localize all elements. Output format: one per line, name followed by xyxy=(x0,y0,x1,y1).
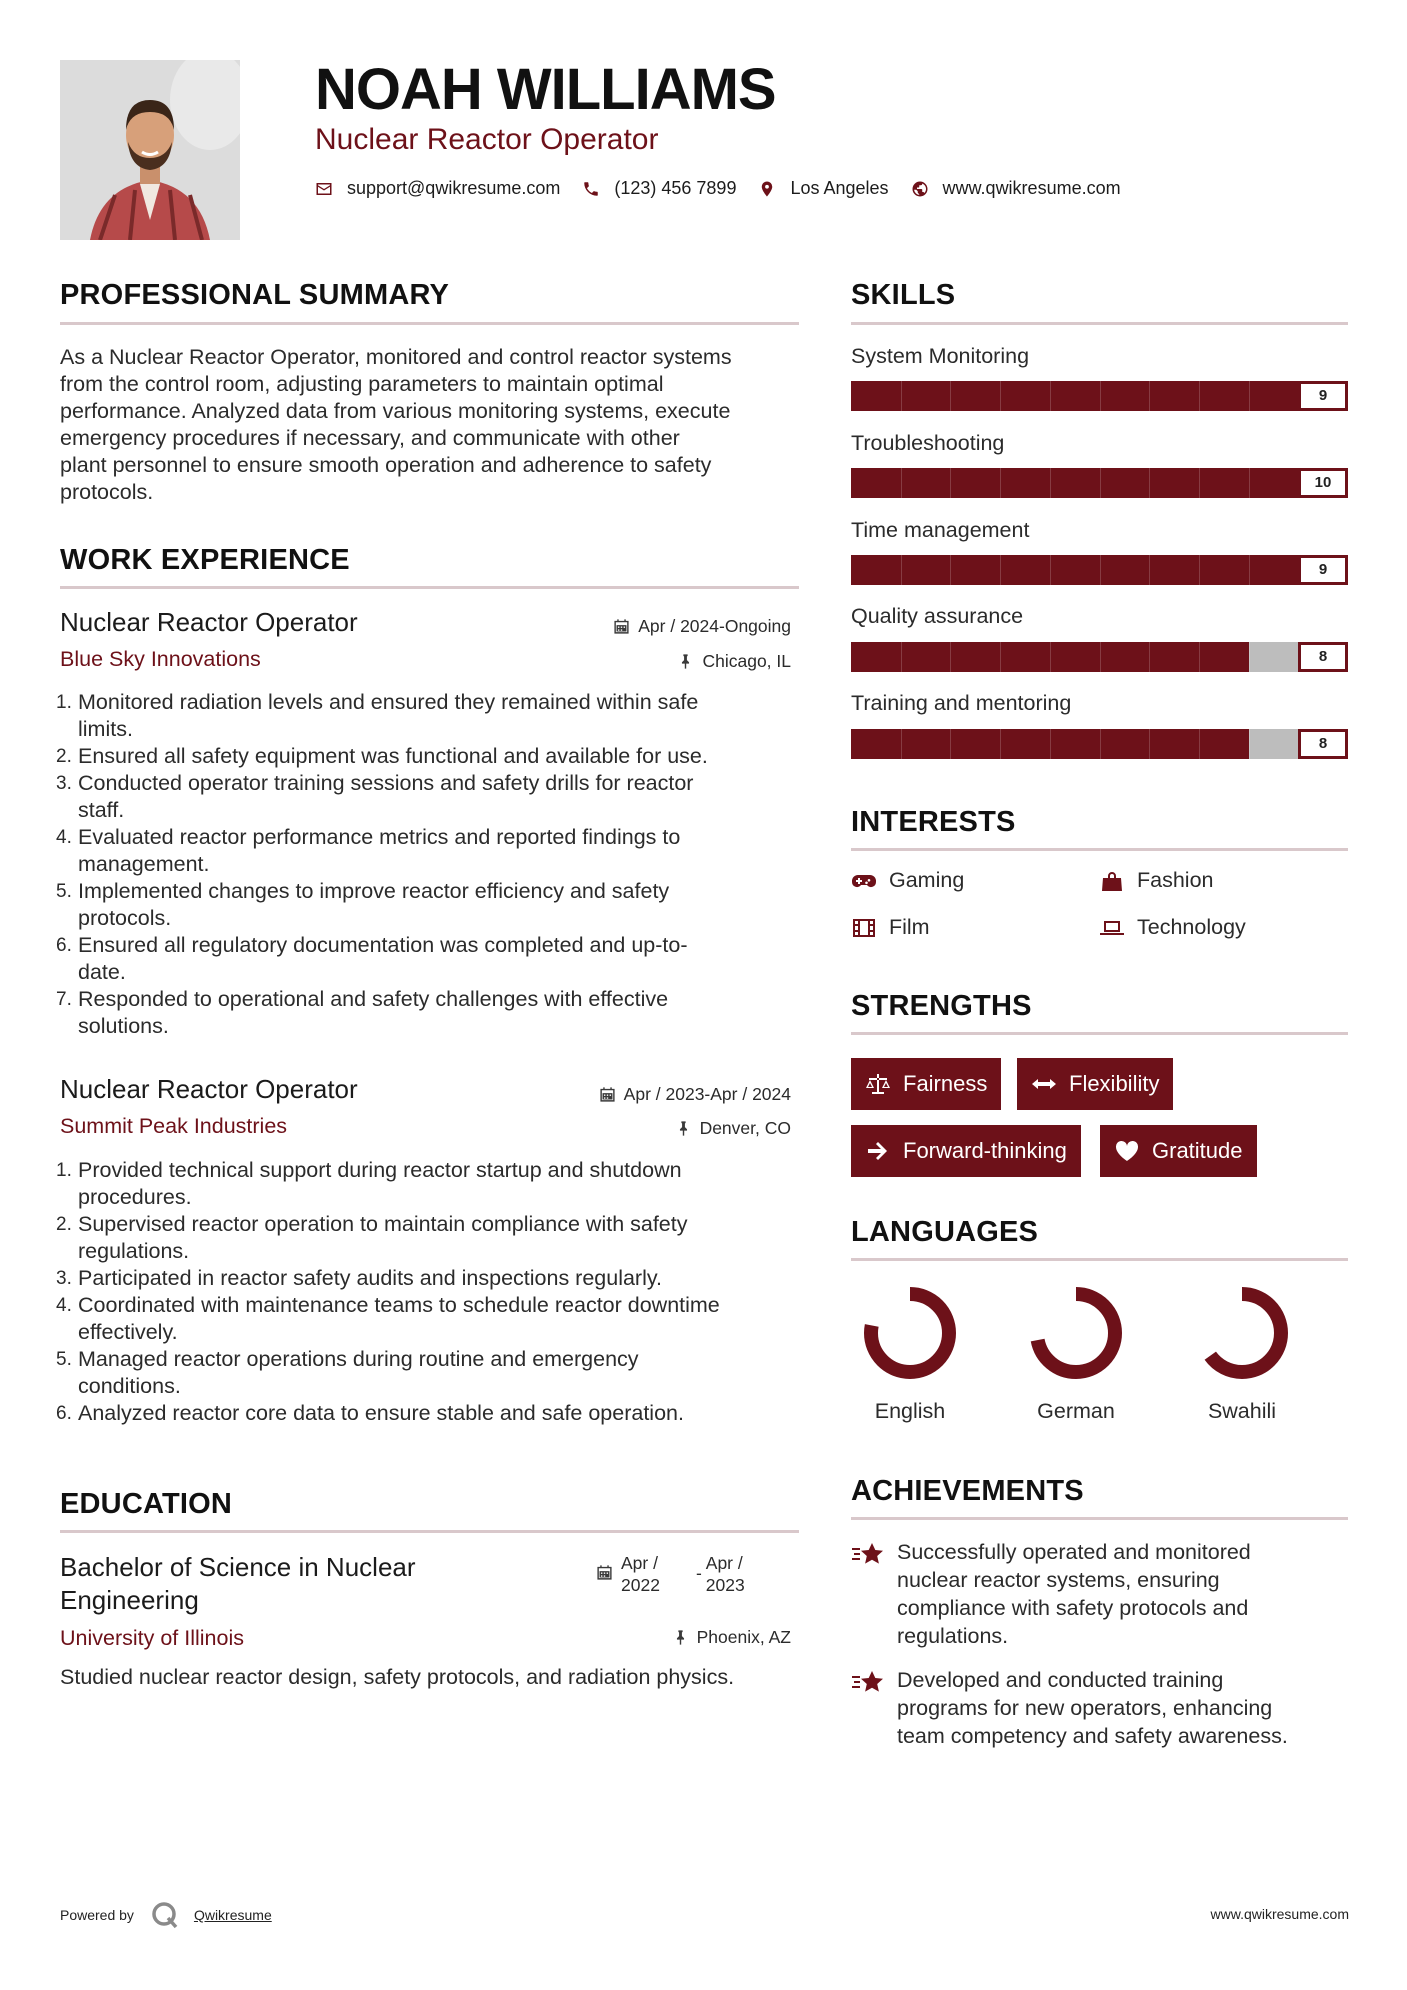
edu-start: Apr / 2022 xyxy=(621,1553,660,1595)
calendar-icon xyxy=(596,1564,613,1581)
skill-segment-divider xyxy=(1199,729,1200,759)
job-duties-list xyxy=(60,1157,795,1427)
pushpin-icon xyxy=(675,1120,692,1137)
language-ring xyxy=(862,1285,958,1381)
strength-badge xyxy=(851,1058,1001,1110)
skill-segment-divider xyxy=(950,555,951,585)
qwikresume-logo-icon xyxy=(150,1900,180,1930)
skill-segment-divider xyxy=(1050,642,1051,672)
skill-segment-divider xyxy=(901,642,902,672)
work-title: WORK EXPERIENCE xyxy=(60,544,350,576)
contact-email[interactable] xyxy=(315,178,560,199)
skill-segment-divider xyxy=(1000,642,1001,672)
job-title: Nuclear Reactor Operator xyxy=(60,607,358,637)
skill-score: 8 xyxy=(1298,729,1348,759)
skill-label: Training and mentoring xyxy=(851,691,1072,715)
job-location-text: Chicago, IL xyxy=(702,651,791,671)
summary-line: plant personnel to ensure smooth operation and adherence to safety xyxy=(60,453,712,477)
brand-link[interactable]: Qwikresume xyxy=(193,1907,272,1923)
skill-segment-divider xyxy=(1100,468,1101,498)
skill-label: Time management xyxy=(851,518,1030,542)
skill-segment-divider xyxy=(1249,642,1250,672)
skill-label: Troubleshooting xyxy=(851,431,1005,455)
list-item: Participated in reactor safety audits and inspections regularly. xyxy=(78,1266,662,1290)
email-text: support@qwikresume.com xyxy=(347,178,561,198)
skill-segment-divider xyxy=(1199,555,1200,585)
interests-title: INTERESTS xyxy=(851,806,1016,838)
job-duties-list xyxy=(60,689,795,1040)
edu-end: Apr / 2023 xyxy=(705,1553,745,1595)
skill-segment-divider xyxy=(1249,468,1250,498)
skill-segment-divider xyxy=(1149,468,1150,498)
list-item: Ensured all safety equipment was functional and available for use. xyxy=(78,744,708,768)
contact-row xyxy=(315,178,1143,199)
skill-fill xyxy=(851,381,1298,411)
summary-line: performance. Analyzed data from various monitoring systems, execute xyxy=(60,399,731,423)
arrows-horizontal-icon xyxy=(1031,1071,1057,1097)
skill-bar xyxy=(851,555,1348,585)
skill-segment-divider xyxy=(1149,381,1150,411)
interest-label: Film xyxy=(889,915,930,939)
summary-line: As a Nuclear Reactor Operator, monitored and control reactor systems xyxy=(60,345,732,369)
achievements-rule xyxy=(851,1517,1348,1520)
summary-line: protocols. xyxy=(60,480,154,504)
interest-item xyxy=(1099,868,1214,893)
contact-website[interactable] xyxy=(911,178,1121,199)
skill-score: 8 xyxy=(1298,642,1348,672)
language-item xyxy=(1021,1285,1131,1424)
achievement-item xyxy=(851,1666,1351,1750)
language-label: German xyxy=(1037,1399,1115,1423)
skill-score: 9 xyxy=(1298,555,1348,585)
contact-phone[interactable] xyxy=(582,178,736,199)
languages-rule xyxy=(851,1258,1348,1261)
interest-item xyxy=(851,915,930,940)
skill-segment-divider xyxy=(950,729,951,759)
list-item: Conducted operator training sessions and safety drills for reactor staff. xyxy=(78,771,694,822)
film-icon xyxy=(851,917,877,939)
skill-bar xyxy=(851,729,1348,759)
contact-location xyxy=(758,178,888,199)
strength-badge xyxy=(851,1125,1081,1177)
degree-line: Engineering xyxy=(60,1585,199,1615)
skill-segment-divider xyxy=(1000,555,1001,585)
website-text: www.qwikresume.com xyxy=(942,178,1121,198)
pushpin-icon xyxy=(677,653,694,670)
list-item: Ensured all regulatory documentation was completed and up-to- date. xyxy=(78,933,688,984)
skill-segment-divider xyxy=(1100,642,1101,672)
skill-label: System Monitoring xyxy=(851,344,1030,368)
skill-segment-divider xyxy=(1000,468,1001,498)
gamepad-icon xyxy=(851,870,877,892)
skill-segment-divider xyxy=(1149,555,1150,585)
job-date xyxy=(500,616,791,637)
language-label: Swahili xyxy=(1207,1399,1277,1423)
star-icon xyxy=(851,1668,885,1698)
footer-site[interactable]: www.qwikresume.com xyxy=(1210,1906,1349,1922)
skill-score: 10 xyxy=(1298,468,1348,498)
skill-segment-divider xyxy=(1000,381,1001,411)
list-item: Analyzed reactor core data to ensure stable and safe operation. xyxy=(78,1401,684,1425)
skill-segment-divider xyxy=(901,468,902,498)
arrow-right-icon xyxy=(865,1138,891,1164)
calendar-icon xyxy=(599,1086,616,1103)
strength-label: Gratitude xyxy=(1152,1138,1243,1163)
list-item: Provided technical support during reactor startup and shutdown procedures. xyxy=(78,1158,682,1209)
map-pin-icon xyxy=(758,180,776,198)
skill-segment-divider xyxy=(1100,729,1101,759)
achievements-title: ACHIEVEMENTS xyxy=(851,1475,1084,1507)
strength-label: Forward-thinking xyxy=(903,1138,1067,1163)
degree-title xyxy=(60,1551,416,1617)
powered-by-text: Powered by xyxy=(60,1907,134,1923)
summary-rule xyxy=(60,322,799,325)
scale-icon xyxy=(865,1071,891,1097)
skill-label: Quality assurance xyxy=(851,604,1024,628)
laptop-icon xyxy=(1099,917,1125,939)
list-item: Responded to operational and safety challenges with effective solutions. xyxy=(78,987,669,1038)
skill-bar xyxy=(851,642,1348,672)
phone-text: (123) 456 7899 xyxy=(614,178,737,198)
skill-segment-divider xyxy=(950,468,951,498)
strengths-rule xyxy=(851,1032,1348,1035)
list-item: Supervised reactor operation to maintain compliance with safety regulations. xyxy=(78,1212,688,1263)
job-date xyxy=(500,1084,791,1105)
language-label: English xyxy=(874,1399,946,1423)
strength-label: Fairness xyxy=(903,1071,988,1096)
skill-segment-divider xyxy=(1050,468,1051,498)
interest-label: Gaming xyxy=(889,868,965,892)
envelope-icon xyxy=(315,180,333,198)
interest-item xyxy=(1099,915,1246,940)
skill-segment-divider xyxy=(1100,381,1101,411)
skill-segment-divider xyxy=(1199,468,1200,498)
skill-fill xyxy=(851,555,1298,585)
degree-line: Bachelor of Science in Nuclear xyxy=(60,1552,416,1582)
job-date-text: Apr / 2023-Apr / 2024 xyxy=(623,1084,791,1104)
education-rule xyxy=(60,1530,799,1533)
skill-bar xyxy=(851,381,1348,411)
education-location-text: Phoenix, AZ xyxy=(696,1627,791,1647)
strength-label: Flexibility xyxy=(1069,1071,1160,1096)
language-item xyxy=(855,1285,965,1424)
strengths-title: STRENGTHS xyxy=(851,990,1032,1022)
skill-segment-divider xyxy=(1249,729,1250,759)
education-description: Studied nuclear reactor design, safety protocols, and radiation physics. xyxy=(60,1665,735,1689)
list-item: Monitored radiation levels and ensured they remained within safe limits. xyxy=(78,690,699,741)
skill-segment-divider xyxy=(1149,729,1150,759)
globe-icon xyxy=(911,180,929,198)
skill-segment-divider xyxy=(1249,555,1250,585)
summary-title: PROFESSIONAL SUMMARY xyxy=(60,279,450,311)
skills-rule xyxy=(851,322,1348,325)
job-title: Nuclear Reactor Operator xyxy=(60,1074,358,1104)
list-item: Coordinated with maintenance teams to schedule reactor downtime effectively. xyxy=(78,1293,720,1344)
skill-segment-divider xyxy=(1199,642,1200,672)
shopping-bag-icon xyxy=(1099,870,1125,892)
person-portrait xyxy=(60,60,240,240)
footer-powered-by xyxy=(60,1900,272,1930)
profile-photo xyxy=(60,60,240,240)
skill-segment-divider xyxy=(1000,729,1001,759)
summary-line: from the control room, adjusting parameters to maintain optimal xyxy=(60,372,664,396)
interest-label: Technology xyxy=(1137,915,1246,939)
strength-badge xyxy=(1100,1125,1257,1177)
skill-segment-divider xyxy=(1249,381,1250,411)
candidate-name: NOAH WILLIAMS xyxy=(315,57,776,122)
language-ring xyxy=(1194,1285,1290,1381)
achievement-text: Successfully operated and monitored nuclear reactor systems, ensuring compliance with safety protocols and regulations. xyxy=(897,1540,1251,1648)
interest-label: Fashion xyxy=(1137,868,1214,892)
achievement-item xyxy=(851,1538,1351,1650)
candidate-role: Nuclear Reactor Operator xyxy=(315,123,659,156)
summary-text xyxy=(60,344,820,506)
job-location xyxy=(500,651,791,672)
job-location-text: Denver, CO xyxy=(699,1118,791,1138)
education-location xyxy=(500,1627,791,1648)
education-dates xyxy=(596,1552,745,1596)
language-ring xyxy=(1028,1285,1124,1381)
skills-title: SKILLS xyxy=(851,279,956,311)
phone-icon xyxy=(582,180,600,198)
skill-segment-divider xyxy=(1050,729,1051,759)
languages-title: LANGUAGES xyxy=(851,1216,1039,1248)
job-date-text: Apr / 2024-Ongoing xyxy=(638,616,791,636)
work-rule xyxy=(60,586,799,589)
skill-segment-divider xyxy=(1199,381,1200,411)
skill-score: 9 xyxy=(1298,381,1348,411)
education-title: EDUCATION xyxy=(60,1488,233,1520)
location-text: Los Angeles xyxy=(790,178,889,198)
list-item: Managed reactor operations during routine and emergency conditions. xyxy=(78,1347,639,1398)
list-item: Evaluated reactor performance metrics and reported findings to management. xyxy=(78,825,681,876)
skill-segment-divider xyxy=(1149,642,1150,672)
language-item xyxy=(1187,1285,1297,1424)
interest-item xyxy=(851,868,964,893)
interests-rule xyxy=(851,848,1348,851)
job-location xyxy=(500,1118,791,1139)
list-item: Implemented changes to improve reactor efficiency and safety protocols. xyxy=(78,879,670,930)
skill-segment-divider xyxy=(950,642,951,672)
summary-line: emergency procedures if necessary, and communicate with other xyxy=(60,426,680,450)
skill-segment-divider xyxy=(901,381,902,411)
skill-segment-divider xyxy=(1050,381,1051,411)
skill-segment-divider xyxy=(901,729,902,759)
pushpin-icon xyxy=(672,1629,689,1646)
skill-segment-divider xyxy=(1100,555,1101,585)
calendar-icon xyxy=(613,618,630,635)
star-icon xyxy=(851,1540,885,1570)
school-name: University of Illinois xyxy=(60,1626,244,1650)
edu-dash: - xyxy=(695,1563,702,1583)
skill-segment-divider xyxy=(901,555,902,585)
strength-badge xyxy=(1017,1058,1173,1110)
skill-segment-divider xyxy=(1050,555,1051,585)
heart-icon xyxy=(1114,1138,1140,1164)
job-company: Blue Sky Innovations xyxy=(60,647,261,671)
skill-bar xyxy=(851,468,1348,498)
skill-segment-divider xyxy=(950,381,951,411)
job-company: Summit Peak Industries xyxy=(60,1114,288,1138)
achievement-text: Developed and conducted training programs for new operators, enhancing team competency and safety awareness. xyxy=(897,1668,1288,1748)
